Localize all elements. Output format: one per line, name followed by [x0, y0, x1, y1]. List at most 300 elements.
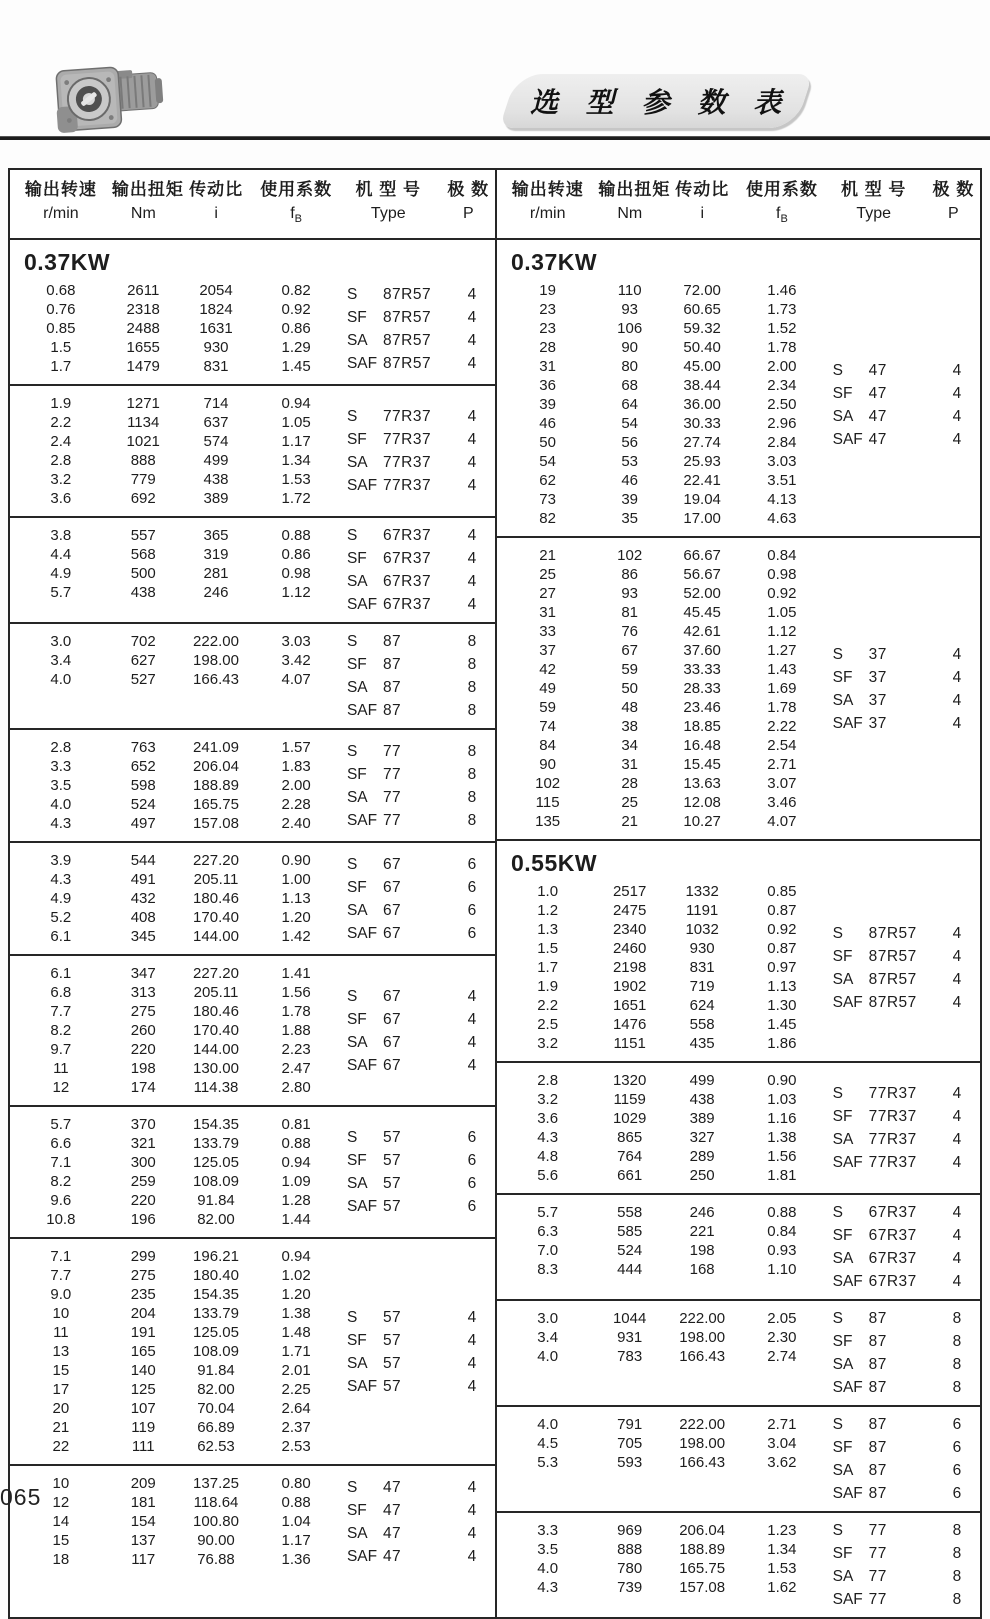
type-row [335, 922, 495, 945]
column-header-label: 传动比 [675, 180, 730, 199]
table-cell: 13.63 [683, 775, 721, 793]
table-row [10, 413, 335, 432]
table-cell: 166.43 [679, 1454, 726, 1472]
table-cell: 1655 [126, 339, 160, 357]
table-row [497, 920, 821, 939]
table-cell: 119 [131, 1419, 156, 1437]
table-cell: 198.00 [679, 1329, 726, 1347]
type-columns [335, 1472, 495, 1571]
column-header [175, 178, 257, 231]
table-cell: 23 [539, 301, 556, 319]
table-row [10, 1380, 335, 1399]
numeric-columns [10, 736, 335, 835]
table-cell: 165.75 [679, 1560, 726, 1578]
table-row [10, 1531, 335, 1550]
table-cell: 106 [617, 320, 643, 338]
table-row [10, 1474, 335, 1493]
table-cell: 1479 [126, 358, 160, 376]
type-model: 57 [382, 1129, 402, 1147]
table-cell: 6.1 [50, 928, 72, 946]
table-cell: 12 [52, 1494, 70, 1512]
table-cell: 1.28 [281, 1192, 311, 1210]
table-row [497, 1222, 821, 1241]
type-prefix: SF [832, 1227, 853, 1245]
table-cell: 1.2 [537, 902, 559, 920]
data-block [10, 730, 495, 843]
type-prefix: SF [346, 431, 367, 449]
table-cell: 2.53 [281, 1438, 311, 1456]
data-block [10, 386, 495, 518]
type-model: 87R57 [382, 354, 432, 372]
table-cell: 135 [535, 813, 561, 831]
table-cell: 1.81 [767, 1167, 797, 1185]
data-block [497, 240, 980, 538]
table-cell: 0.85 [46, 320, 76, 338]
table-cell: 1.41 [281, 965, 311, 983]
table-cell: 198.00 [679, 1435, 726, 1453]
table-cell: 0.90 [767, 1072, 797, 1090]
table-row [10, 319, 335, 338]
type-row [821, 1376, 980, 1399]
type-prefix: SAF [346, 354, 378, 372]
table-cell: 27 [539, 585, 556, 603]
column-header-unit: $f_B$ [290, 205, 303, 226]
table-row [497, 1309, 821, 1328]
table-cell: 2.30 [767, 1329, 797, 1347]
table-cell: 2.47 [281, 1060, 311, 1078]
table-cell: 31 [539, 604, 556, 622]
type-prefix: S [832, 361, 843, 379]
table-row [10, 851, 335, 870]
type-model: 37 [868, 668, 887, 686]
type-model: 77 [868, 1522, 887, 1540]
type-model: 37 [868, 691, 887, 709]
table-row [497, 812, 821, 831]
table-cell: 9.7 [50, 1041, 72, 1059]
table-cell: 1.00 [281, 871, 311, 889]
table-cell: 9.6 [50, 1192, 72, 1210]
power-section-label: 0.37KW [511, 249, 598, 276]
type-model: 57 [382, 1152, 402, 1170]
type-row [335, 1054, 495, 1077]
table-cell: 50 [539, 434, 556, 452]
table-row [10, 1153, 335, 1172]
table-cell: 1.69 [767, 680, 797, 698]
table-row [497, 584, 821, 603]
table-row [497, 1453, 821, 1472]
table-row [10, 451, 335, 470]
type-model: 77R37 [868, 1154, 917, 1172]
table-cell: 3.6 [50, 490, 72, 508]
table-cell: 2.80 [281, 1079, 311, 1097]
type-row [335, 740, 495, 763]
type-model: 77 [868, 1591, 887, 1609]
table-cell: 59 [621, 661, 638, 679]
table-cell: 0.94 [281, 395, 311, 413]
table-row [497, 698, 821, 717]
pole-count: 4 [952, 1154, 962, 1172]
table-cell: 888 [130, 452, 156, 470]
pole-count: 4 [467, 1377, 477, 1395]
pole-count: 4 [952, 1131, 962, 1149]
table-cell: 221 [689, 1223, 715, 1241]
type-row [821, 1105, 980, 1128]
table-cell: 35 [621, 510, 638, 528]
type-row [335, 676, 495, 699]
table-cell: 1.05 [767, 604, 797, 622]
type-model: 47 [868, 407, 887, 425]
table-row [497, 1166, 821, 1185]
table-cell: 4.07 [767, 813, 797, 831]
type-row [821, 1519, 980, 1542]
type-prefix: S [346, 527, 358, 545]
table-row [497, 1415, 821, 1434]
table-cell: 21 [52, 1419, 70, 1437]
table-cell: 86 [621, 566, 638, 584]
type-model: 87 [868, 1439, 887, 1457]
table-row [10, 1078, 335, 1097]
pole-count: 4 [467, 454, 477, 472]
table-cell: 76.88 [197, 1551, 235, 1569]
table-cell: 3.4 [537, 1329, 559, 1347]
type-model: 57 [382, 1377, 402, 1395]
pole-count: 8 [952, 1522, 962, 1540]
type-columns [821, 279, 980, 530]
type-row [335, 570, 495, 593]
table-row [10, 738, 335, 757]
type-model: 87 [868, 1416, 887, 1434]
table-cell: 779 [130, 471, 156, 489]
table-body [10, 240, 980, 1617]
type-prefix: SF [346, 1331, 367, 1349]
pole-count: 4 [952, 668, 962, 686]
table-cell: 969 [617, 1522, 643, 1540]
type-prefix: SF [832, 668, 853, 686]
table-cell: 7.7 [50, 1003, 72, 1021]
table-row [497, 546, 821, 565]
table-row [497, 471, 821, 490]
type-row [335, 1375, 495, 1398]
table-cell: 16.48 [683, 737, 721, 755]
table-cell: 21 [539, 547, 556, 565]
table-cell: 9.0 [50, 1286, 72, 1304]
type-model: 77 [382, 742, 402, 760]
table-cell: 56 [621, 434, 638, 452]
table-row [10, 1059, 335, 1078]
table-cell: 6.1 [50, 965, 72, 983]
table-cell: 165.75 [193, 796, 239, 814]
table-cell: 0.94 [281, 1154, 311, 1172]
table-row [10, 927, 335, 946]
table-row [497, 509, 821, 528]
table-cell: 115 [535, 794, 560, 812]
type-prefix: SF [346, 765, 367, 783]
pole-count: 8 [467, 633, 477, 651]
type-prefix: SAF [346, 1056, 378, 1074]
type-model: 77R37 [868, 1108, 917, 1126]
table-row [10, 470, 335, 489]
table-cell: 1332 [685, 883, 719, 901]
table-cell: 102 [617, 547, 643, 565]
table-row [10, 983, 335, 1002]
pole-count: 6 [467, 1129, 477, 1147]
table-cell: 4.9 [50, 565, 72, 583]
type-model: 87 [868, 1379, 887, 1397]
table-cell: 275 [130, 1003, 156, 1021]
table-cell: 1.45 [767, 1016, 797, 1034]
table-cell: 50 [621, 680, 638, 698]
table-row [497, 1328, 821, 1347]
table-cell: 3.5 [50, 777, 72, 795]
table-row [497, 755, 821, 774]
table-row [497, 338, 821, 357]
table-cell: 2.71 [767, 1416, 797, 1434]
type-row [821, 382, 980, 405]
table-cell: 11 [53, 1324, 69, 1342]
table-right-half [495, 240, 980, 1617]
table-cell: 2.2 [537, 997, 559, 1015]
type-row [821, 1151, 980, 1174]
data-block [497, 1063, 980, 1195]
pole-count: 4 [467, 1033, 477, 1051]
table-cell: 2.37 [281, 1419, 311, 1437]
table-cell: 2.40 [281, 815, 311, 833]
type-row [335, 1172, 495, 1195]
table-cell: 4.3 [50, 871, 72, 889]
type-prefix: SAF [346, 924, 378, 942]
type-model: 87 [868, 1462, 887, 1480]
table-cell: 42.61 [683, 623, 721, 641]
table-cell: 39 [621, 491, 638, 509]
table-cell: 18 [52, 1551, 70, 1569]
table-cell: 181 [130, 1494, 156, 1512]
numeric-columns [10, 279, 335, 378]
table-cell: 140 [130, 1362, 156, 1380]
pole-count: 4 [952, 430, 962, 448]
table-row [10, 870, 335, 889]
table-cell: 0.98 [767, 566, 797, 584]
table-cell: 37 [539, 642, 556, 660]
table-cell: 81 [621, 604, 638, 622]
table-cell: 0.84 [767, 547, 797, 565]
table-cell: 8.3 [537, 1261, 559, 1279]
table-cell: 585 [617, 1223, 643, 1241]
type-columns [821, 880, 980, 1055]
type-prefix: SA [832, 1462, 854, 1480]
table-cell: 3.51 [767, 472, 797, 490]
table-cell: 3.0 [537, 1310, 559, 1328]
table-cell: 1.04 [281, 1513, 311, 1531]
table-row [497, 958, 821, 977]
table-cell: 1.46 [767, 282, 797, 300]
pole-count: 4 [952, 1108, 962, 1126]
table-cell: 25 [621, 794, 638, 812]
table-cell: 0.92 [281, 301, 311, 319]
table-cell: 38 [621, 718, 638, 736]
type-model: 87R57 [382, 331, 432, 349]
table-cell: 50.40 [683, 339, 721, 357]
pole-count: 6 [467, 1198, 477, 1216]
type-prefix: SAF [832, 714, 863, 732]
table-cell: 10.27 [683, 813, 721, 831]
pole-count: 4 [952, 993, 962, 1011]
table-row [10, 632, 335, 651]
table-cell: 2.74 [767, 1348, 797, 1366]
table-cell: 7.1 [50, 1248, 72, 1266]
type-model: 67 [382, 901, 402, 919]
table-row [497, 717, 821, 736]
numeric-columns [10, 849, 335, 948]
table-cell: 2.00 [767, 358, 797, 376]
table-cell: 2.64 [281, 1400, 311, 1418]
table-cell: 36 [539, 377, 556, 395]
table-cell: 0.85 [767, 883, 797, 901]
table-cell: 42 [539, 661, 556, 679]
numeric-columns [497, 279, 821, 530]
type-row [335, 1195, 495, 1218]
numeric-columns [10, 1472, 335, 1571]
table-cell: 2054 [199, 282, 233, 300]
table-cell: 107 [130, 1400, 156, 1418]
table-cell: 705 [617, 1435, 643, 1453]
table-cell: 5.2 [50, 909, 72, 927]
table-cell: 831 [203, 358, 229, 376]
table-cell: 1.36 [281, 1551, 311, 1569]
table-cell: 365 [203, 527, 229, 545]
table-row [497, 774, 821, 793]
table-cell: 137.25 [193, 1475, 239, 1493]
table-cell: 4.9 [50, 890, 72, 908]
table-row [497, 1347, 821, 1366]
pole-count: 4 [467, 527, 477, 545]
table-cell: 1.05 [281, 414, 311, 432]
type-prefix: SAF [832, 1591, 863, 1609]
type-model: 67R37 [868, 1227, 917, 1245]
table-cell: 62 [539, 472, 556, 490]
page-number: 065 [0, 1484, 42, 1510]
pole-count: 4 [952, 1204, 962, 1222]
table-cell: 18.85 [683, 718, 721, 736]
type-prefix: SA [832, 407, 854, 425]
pole-count: 4 [467, 1056, 477, 1074]
table-cell: 0.90 [281, 852, 311, 870]
table-cell: 1.17 [281, 1532, 311, 1550]
pole-count: 8 [467, 656, 477, 674]
type-row [335, 428, 495, 451]
type-model: 77R37 [382, 477, 432, 495]
type-prefix: SA [832, 1356, 854, 1374]
table-cell: 74 [539, 718, 556, 736]
table-cell: 4.0 [50, 796, 72, 814]
type-model: 87 [382, 633, 402, 651]
type-model: 77R37 [868, 1131, 917, 1149]
table-cell: 2611 [127, 282, 160, 300]
pole-count: 6 [952, 1416, 962, 1434]
table-cell: 66.89 [197, 1419, 235, 1437]
table-cell: 222.00 [679, 1310, 726, 1328]
type-prefix: S [346, 408, 358, 426]
pole-count: 8 [467, 742, 477, 760]
type-prefix: S [832, 1522, 843, 1540]
numeric-columns [10, 524, 335, 616]
table-cell: 2.8 [50, 452, 72, 470]
type-model: 87 [868, 1310, 887, 1328]
table-cell: 2488 [126, 320, 160, 338]
table-cell: 130.00 [193, 1060, 239, 1078]
pole-count: 8 [952, 1310, 962, 1328]
table-cell: 19.04 [683, 491, 721, 509]
type-model: 77 [868, 1568, 887, 1586]
type-prefix: S [346, 742, 358, 760]
table-row [497, 433, 821, 452]
type-columns [821, 1307, 980, 1399]
page-title: 选 型 参 数 表 [530, 87, 792, 118]
table-cell: 188.89 [679, 1541, 726, 1559]
table-cell: 1.52 [767, 320, 797, 338]
table-cell: 82.00 [197, 1381, 235, 1399]
type-row [335, 1476, 495, 1499]
table-row [497, 319, 821, 338]
table-cell: 48 [621, 699, 638, 717]
type-prefix: S [346, 1308, 358, 1326]
table-cell: 1.72 [281, 490, 311, 508]
table-cell: 3.6 [537, 1110, 559, 1128]
table-cell: 1.03 [767, 1091, 797, 1109]
data-block [10, 518, 495, 624]
table-cell: 250 [689, 1167, 715, 1185]
table-cell: 438 [689, 1091, 715, 1109]
table-cell: 1.3 [537, 921, 559, 939]
table-cell: 4.5 [537, 1435, 559, 1453]
type-row [821, 1128, 980, 1151]
table-row [497, 414, 821, 433]
table-cell: 19 [539, 282, 556, 300]
table-cell: 205.11 [193, 871, 239, 889]
table-row [497, 793, 821, 812]
type-row [821, 1330, 980, 1353]
table-cell: 3.0 [50, 633, 72, 651]
pole-count: 4 [467, 596, 477, 614]
type-prefix: SF [346, 656, 367, 674]
table-cell: 36.00 [683, 396, 721, 414]
table-cell: 300 [130, 1154, 156, 1172]
table-cell: 3.8 [50, 527, 72, 545]
table-row [497, 1071, 821, 1090]
type-prefix: SAF [346, 477, 378, 495]
table-cell: 524 [617, 1242, 643, 1260]
table-cell: 72.00 [683, 282, 721, 300]
type-row [335, 474, 495, 497]
table-cell: 205.11 [193, 984, 239, 1002]
type-prefix: S [346, 285, 358, 303]
pole-count: 8 [467, 679, 477, 697]
pole-count: 4 [952, 947, 962, 965]
table-cell: 10.8 [46, 1211, 76, 1229]
table-row [497, 300, 821, 319]
table-cell: 10 [52, 1475, 70, 1493]
table-cell: 259 [130, 1173, 156, 1191]
table-left-half [10, 240, 495, 1617]
table-cell: 7.1 [50, 1154, 72, 1172]
table-cell: 1032 [685, 921, 719, 939]
table-cell: 2340 [612, 921, 647, 939]
type-prefix: SA [832, 1131, 854, 1149]
type-prefix: SF [832, 1439, 853, 1457]
table-cell: 652 [130, 758, 156, 776]
table-cell: 70.04 [197, 1400, 235, 1418]
table-cell: 1.42 [281, 928, 311, 946]
type-columns [335, 1113, 495, 1231]
